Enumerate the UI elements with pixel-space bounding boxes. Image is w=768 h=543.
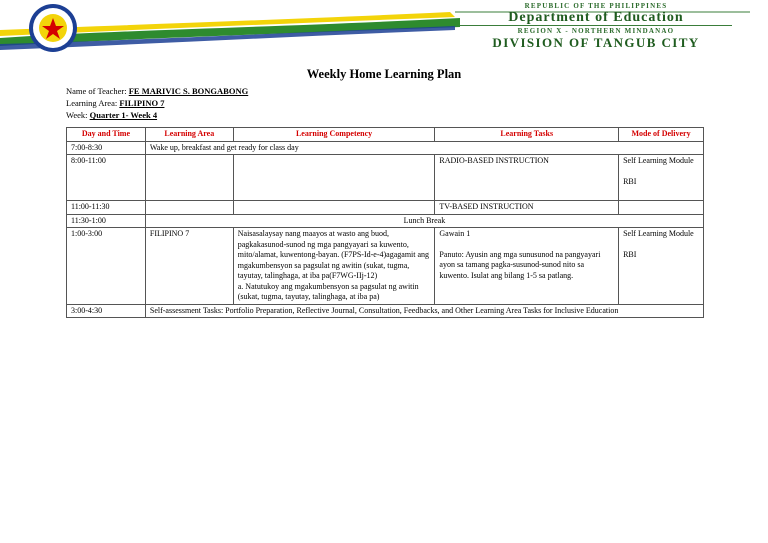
learning-plan-table: [66, 127, 704, 318]
row-competency: [233, 155, 435, 201]
region-text: REGION X - NORTHERN MINDANAO: [517, 27, 675, 35]
mode-rbi: RBI: [623, 249, 637, 259]
table-header-row: [67, 128, 704, 142]
table-row: [67, 214, 704, 228]
row-task: TV-BASED INSTRUCTION: [435, 201, 619, 215]
area-label: Learning Area:: [66, 98, 118, 108]
row-competency: [233, 228, 435, 305]
row-time: 8:00-11:00: [67, 155, 146, 201]
table-row: [67, 304, 704, 318]
row-activity: Wake up, breakfast and get ready for class day: [145, 141, 703, 155]
mode-self-learning: Self Learning Module: [623, 156, 694, 165]
mode-rbi: RBI: [623, 176, 637, 186]
row-competency: [233, 201, 435, 215]
row-time: 1:00-3:00: [67, 228, 146, 305]
header-learning-area: Learning Area: [145, 128, 233, 142]
teacher-line: [66, 85, 248, 97]
mode-self-learning: Self Learning Module: [623, 229, 694, 238]
task-instructions: Panuto: Ayusin ang mga sunusunod na pangyayari ayon sa tamang pagka-susunod-sunod nito sa kuwento. Isulat ang bilang 1-5 sa patlang.: [439, 249, 601, 280]
table-row: [67, 228, 704, 305]
header-learning-competency: Learning Competency: [233, 128, 435, 142]
header-learning-tasks: Learning Tasks: [435, 128, 619, 142]
row-activity: Self-assessment Tasks: Portfolio Preparation, Reflective Journal, Consultation, Feedbacks, and Other Learning Area Tasks for Inclusive Education: [145, 304, 703, 318]
row-area: FILIPINO 7: [145, 228, 233, 305]
competency-text: Naisasalaysay nang maayos at wasto ang buod, pagkakasunod-sunod ng mga pangyayari sa kuwento, mito/alamat, kuwentong-bayan. (F7PS-Id-e-4)agagamit ang mgakumbensyon sa pagsulat ng awitin (sukat, tugma, tayutay, talinghaga, at iba pa(F7WG-IIj-12): [237, 229, 430, 280]
row-area: [145, 155, 233, 201]
area-value: FILIPINO 7: [119, 98, 165, 108]
row-area: [145, 201, 233, 215]
header-divider: [460, 25, 732, 26]
table-row: [67, 155, 704, 201]
row-mode: [619, 228, 704, 305]
department-text: Department of Education: [508, 10, 684, 25]
week-line: [66, 109, 157, 121]
teacher-label: Name of Teacher:: [66, 86, 127, 96]
week-label: Week:: [66, 110, 88, 120]
teacher-name: FE MARIVIC S. BONGABONG: [128, 86, 249, 96]
header-day-time: Day and Time: [67, 128, 146, 142]
competency-objective: a. Natutukoy ang mgakumbensyon sa pagsulat ng awitin (sukat, tugma, tayutay, talinghaga, at iba pa): [237, 281, 419, 301]
republic-text: REPUBLIC OF THE PHILIPPINES: [524, 2, 668, 10]
header-banner: [0, 0, 768, 56]
header-text: [446, 2, 746, 50]
week-value: Quarter 1- Week 4: [89, 110, 158, 120]
table-row: [67, 141, 704, 155]
row-mode: [619, 201, 704, 215]
row-task: RADIO-BASED INSTRUCTION: [435, 155, 619, 201]
row-activity: Lunch Break: [145, 214, 703, 228]
area-line: [66, 97, 164, 109]
row-time: 11:30-1:00: [67, 214, 146, 228]
page-title: Weekly Home Learning Plan: [306, 67, 462, 81]
division-text: DIVISION OF TANGUB CITY: [492, 35, 700, 50]
row-time: 3:00-4:30: [67, 304, 146, 318]
row-mode: [619, 155, 704, 201]
task-title: Gawain 1: [439, 229, 471, 238]
table-row: [67, 201, 704, 215]
row-time: 11:00-11:30: [67, 201, 146, 215]
deped-seal-icon: [28, 3, 78, 53]
row-task: [435, 228, 619, 305]
row-time: 7:00-8:30: [67, 141, 146, 155]
header-mode-delivery: Mode of Delivery: [619, 128, 704, 142]
